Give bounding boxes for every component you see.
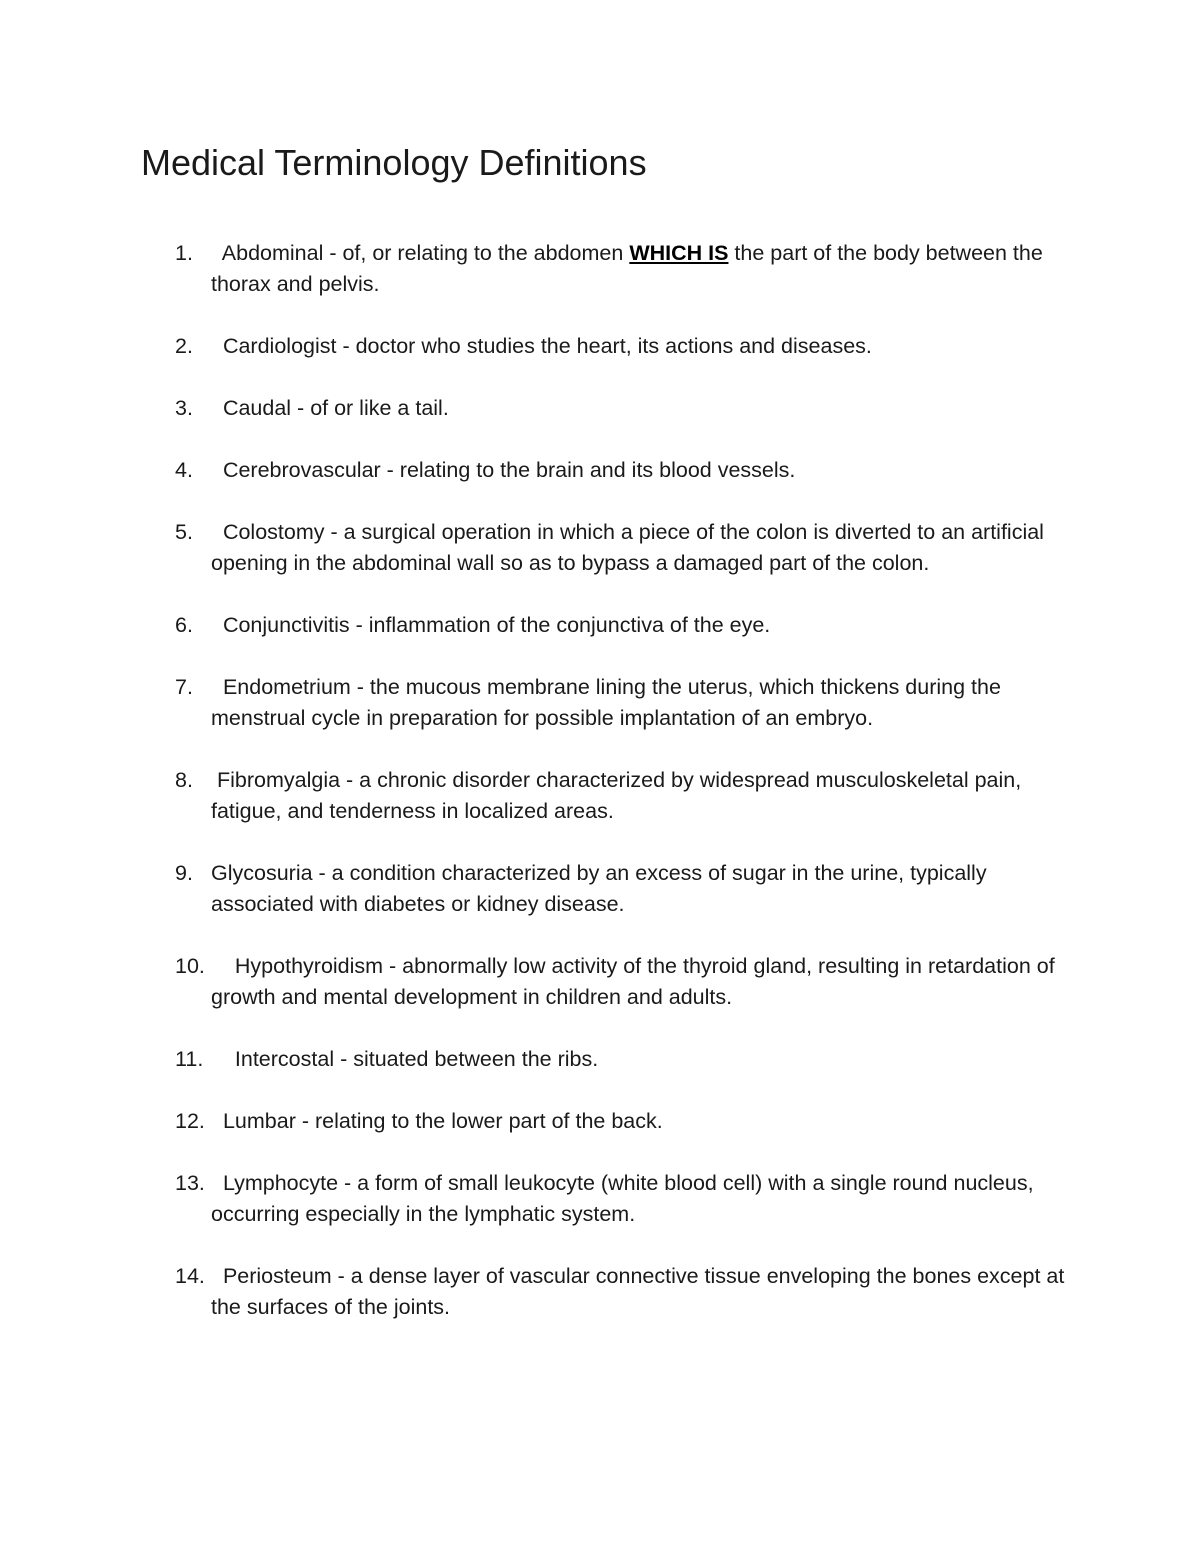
list-indent bbox=[211, 334, 223, 358]
list-item bbox=[0, 393, 1071, 424]
list-number: 3. bbox=[175, 396, 193, 420]
list-indent bbox=[211, 241, 222, 265]
list-item bbox=[0, 1168, 1071, 1230]
list-indent bbox=[211, 1264, 223, 1288]
list-item bbox=[0, 455, 1071, 486]
definition-text: Cardiologist - doctor who studies the heart, its actions and diseases. bbox=[222, 334, 872, 358]
definition-text: Lymphocyte - a form of small leukocyte (white blood cell) with a single round nucleus, occurring especially in the lymphatic system. bbox=[211, 1171, 1034, 1226]
list-item bbox=[0, 765, 1071, 827]
definition-text: Intercostal - situated between the ribs. bbox=[234, 1047, 599, 1071]
definition-text: Cerebrovascular - relating to the brain and its blood vessels. bbox=[222, 458, 796, 482]
list-item bbox=[0, 238, 1071, 300]
list-number: 11. bbox=[175, 1047, 204, 1071]
definition-text: Abdominal - of, or relating to the abdomen bbox=[221, 241, 630, 265]
list-number: 8. bbox=[175, 768, 193, 792]
list-number: 2. bbox=[175, 334, 193, 358]
definition-text: the part of the body between the thorax and pelvis. bbox=[211, 241, 1043, 296]
list-indent bbox=[211, 1047, 235, 1071]
list-number: 7. bbox=[175, 675, 193, 699]
definition-text: Glycosuria - a condition characterized by an excess of sugar in the urine, typically associated with diabetes or kidney disease. bbox=[211, 861, 987, 916]
list-indent bbox=[211, 396, 223, 420]
emphasis-text: WHICH IS bbox=[629, 241, 729, 265]
definition-text: Caudal - of or like a tail. bbox=[222, 396, 449, 420]
list-indent bbox=[211, 675, 223, 699]
definition-text: Fibromyalgia - a chronic disorder characterized by widespread musculoskeletal pain, fatigue, and tenderness in localized areas. bbox=[211, 768, 1022, 823]
definition-text: Lumbar - relating to the lower part of the back. bbox=[222, 1109, 663, 1133]
list-item bbox=[0, 517, 1071, 579]
list-number: 10. bbox=[175, 954, 205, 978]
list-indent bbox=[211, 613, 223, 637]
list-number: 12. bbox=[175, 1109, 205, 1133]
definition-text: Conjunctivitis - inflammation of the conjunctiva of the eye. bbox=[222, 613, 771, 637]
list-number: 9. bbox=[175, 861, 193, 885]
page-title: Medical Terminology Definitions bbox=[141, 142, 647, 183]
list-item bbox=[0, 610, 1071, 641]
list-item bbox=[0, 858, 1071, 920]
list-number: 1. bbox=[175, 241, 193, 265]
list-item bbox=[0, 1044, 1071, 1075]
definition-text: Colostomy - a surgical operation in which a piece of the colon is diverted to an artificial opening in the abdominal wall so as to bypass a damaged part of the colon. bbox=[211, 520, 1044, 575]
list-indent bbox=[211, 458, 223, 482]
definition-text: Hypothyroidism - abnormally low activity of the thyroid gland, resulting in retardation of growth and mental development in children and adults. bbox=[211, 954, 1055, 1009]
list-number: 4. bbox=[175, 458, 193, 482]
list-indent bbox=[211, 520, 223, 544]
list-indent bbox=[211, 1109, 223, 1133]
definition-text: Endometrium - the mucous membrane lining the uterus, which thickens during the menstrual cycle in preparation for possible implantation of an embryo. bbox=[211, 675, 1001, 730]
list-item bbox=[0, 1261, 1071, 1323]
list-number: 14. bbox=[175, 1264, 205, 1288]
list-number: 5. bbox=[175, 520, 193, 544]
list-item bbox=[0, 331, 1071, 362]
list-item bbox=[0, 951, 1071, 1013]
definition-text: Periosteum - a dense layer of vascular connective tissue enveloping the bones except at the surfaces of the joints. bbox=[211, 1264, 1065, 1319]
list-item bbox=[0, 1106, 1071, 1137]
list-item bbox=[0, 672, 1071, 734]
definitions-list bbox=[0, 238, 1200, 1354]
list-number: 13. bbox=[175, 1171, 205, 1195]
list-indent bbox=[211, 954, 235, 978]
list-number: 6. bbox=[175, 613, 193, 637]
list-indent bbox=[211, 1171, 223, 1195]
